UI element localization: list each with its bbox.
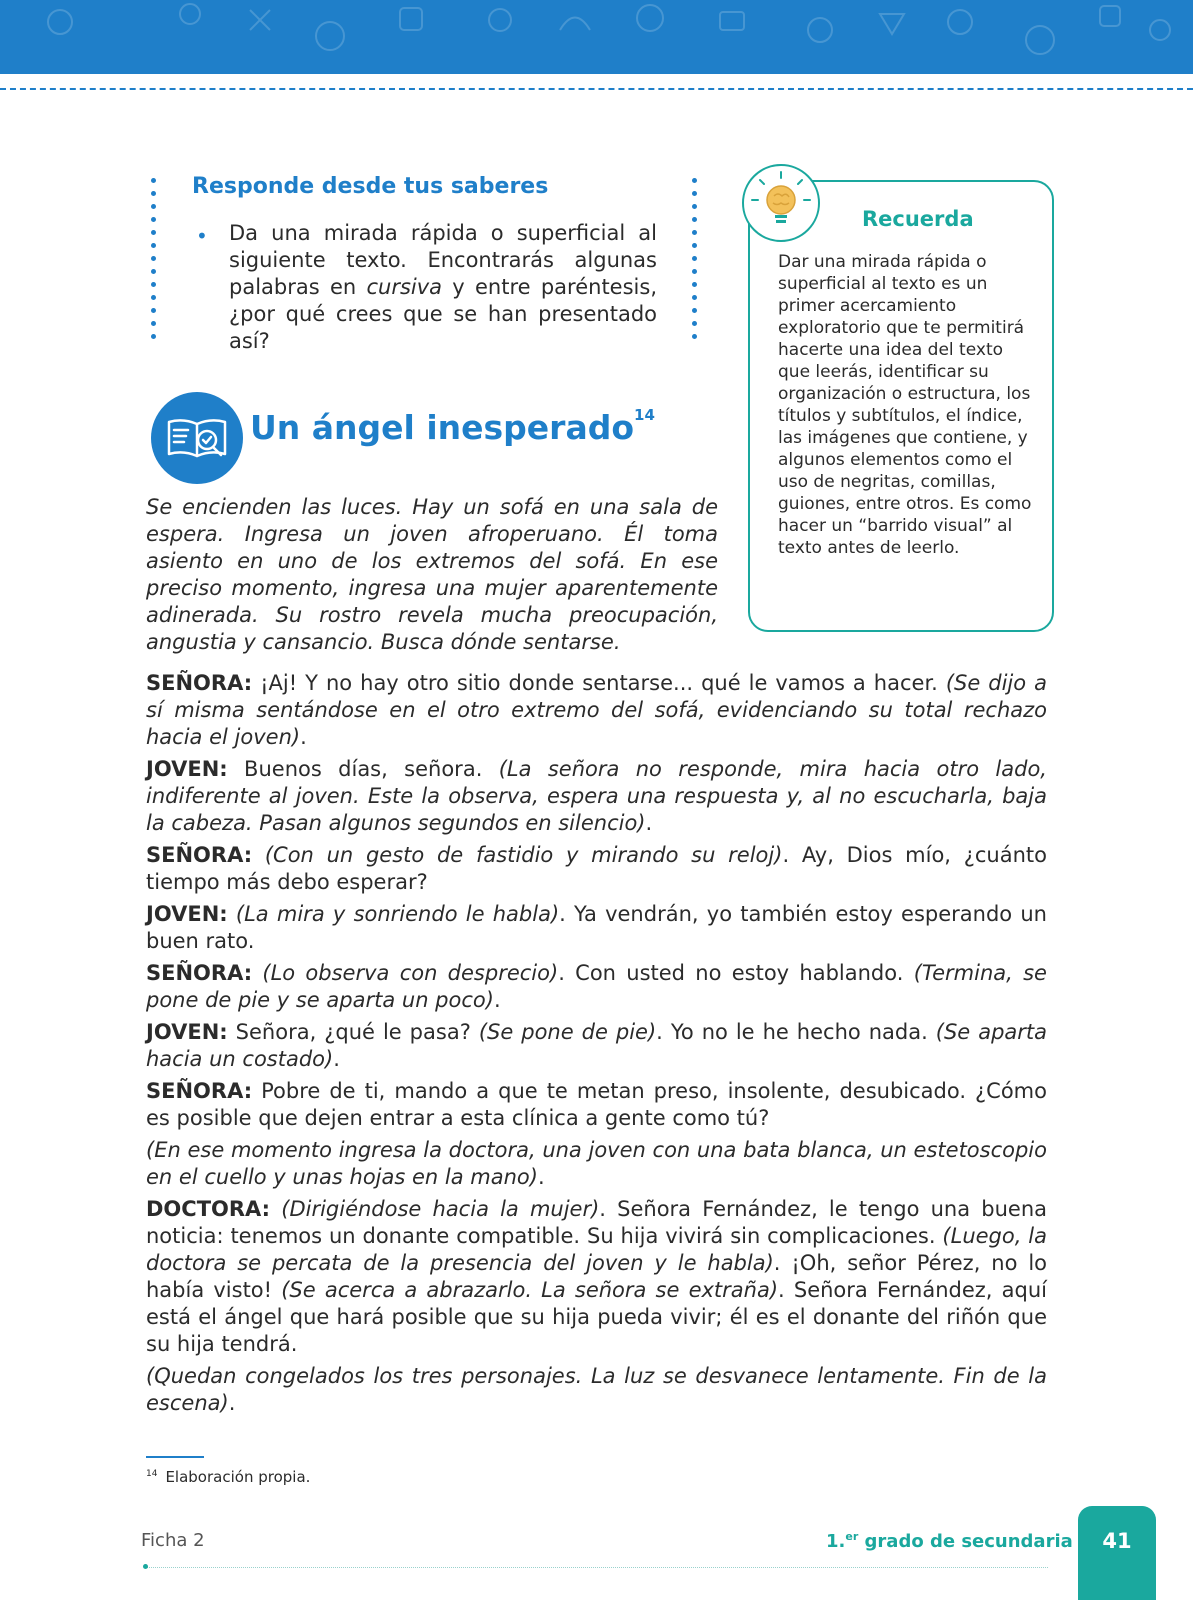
footer-ficha: Ficha 2 bbox=[141, 1530, 205, 1551]
header-dashed-divider bbox=[0, 88, 1193, 90]
dotted-border-left bbox=[151, 178, 157, 347]
dialogue-line: SEÑORA: Pobre de ti, mando a que te metan preso, insolente, desubicado. ¿Cómo es posible que dejen entrar a esta clínica a gente como tú? bbox=[146, 1079, 1047, 1130]
dotted-border-right bbox=[692, 178, 698, 347]
recuerda-title: Recuerda bbox=[862, 207, 974, 231]
footnote: $^{14}$ Elaboración propia. bbox=[146, 1468, 311, 1486]
footer-dotted-line bbox=[146, 1567, 1048, 1568]
dialogue-line: JOVEN: (La mira y sonriendo le habla). Ya vendrán, yo también estoy esperando un buen rato. bbox=[146, 902, 1047, 953]
dialogue-line: DOCTORA: (Dirigiéndose hacia la mujer). Señora Fernández, le tengo una buena noticia: tenemos un donante compatible. Su hija vivirá sin complicaciones. (Luego, la doctora se percata de la presencia del joven y le habla). ¡Oh, señor Pérez, no lo había visto! (Se acerca a abrazarlo. La señora se extraña). Señora Fernández, aquí está el ángel que hará posible que su hija pueda vivir; él es el donante del riñón que su hija tendrá. bbox=[146, 1197, 1047, 1356]
responde-title: Responde desde tus saberes bbox=[192, 174, 549, 199]
intro-paragraph: Se encienden las luces. Hay un sofá en una sala de espera. Ingresa un joven afroperuano. Él toma asiento en uno de los extremos del sofá. En ese preciso momento, ingresa una mujer aparentemente adinerada. Su rostro revela mucha preocupación, angustia y cansancio. Busca dónde sentarse. bbox=[146, 495, 718, 654]
banner-pattern bbox=[0, 0, 1193, 74]
story-title: Un ángel inesperado$^{14}$ bbox=[250, 406, 655, 447]
dialogue-line: SEÑORA: (Con un gesto de fastidio y mirando su reloj). Ay, Dios mío, ¿cuánto tiempo más debo esperar? bbox=[146, 843, 1047, 894]
bullet-icon: • bbox=[196, 224, 208, 248]
lightbulb-brain-icon bbox=[742, 164, 820, 242]
dialogue-line: SEÑORA: ¡Aj! Y no hay otro sitio donde sentarse... qué le vamos a hacer. (Se dijo a sí misma sentándose en el otro extremo del sofá, evidenciando su total rechazo hacia el joven). bbox=[146, 671, 1047, 749]
stage-direction: (En ese momento ingresa la doctora, una joven con una bata blanca, un estetoscopio en el cuello y unas hojas en la mano). bbox=[146, 1138, 1047, 1189]
footer-dot bbox=[143, 1564, 148, 1569]
page-number-tab bbox=[1078, 1506, 1156, 1600]
dialogue-line: JOVEN: Señora, ¿qué le pasa? (Se pone de pie). Yo no le he hecho nada. (Se aparta hacia un costado). bbox=[146, 1020, 1048, 1071]
footnote-rule bbox=[146, 1456, 204, 1458]
book-magnifier-icon bbox=[151, 392, 243, 484]
title-footnote-mark: 14 bbox=[634, 406, 655, 424]
stage-direction: (Quedan congelados los tres personajes. La luz se desvanece lentamente. Fin de la escena). bbox=[146, 1364, 1047, 1415]
dialogue-line: SEÑORA: (Lo observa con desprecio). Con usted no estoy hablando. (Termina, se pone de pie y se aparta un poco). bbox=[146, 961, 1047, 1012]
footer-grade: 1.$^{er}$ grado de secundaria bbox=[826, 1530, 1073, 1552]
recuerda-text: Dar una mirada rápida o superficial al texto es un primer acercamiento exploratorio que te permitirá hacerte una idea del texto que leerás, identificar su organización o estructura, los títulos y subtítulos, el índice, las imágenes que contiene, y algunos elementos como el uso de negritas, comillas, guiones, entre otros. Es como hacer un “barrido visual” al texto antes de leerlo. bbox=[778, 252, 1032, 558]
header-banner bbox=[0, 0, 1193, 74]
responde-question: Da una mirada rápida o superficial al siguiente texto. Encontrarás algunas palabras en cursiva y entre paréntesis, ¿por qué crees que se han presentado así? bbox=[229, 221, 657, 353]
dialogue-line: JOVEN: Buenos días, señora. (La señora no responde, mira hacia otro lado, indiferente al joven. Este la observa, espera una respuesta y, al no escucharla, baja la cabeza. Pasan algunos segundos en silencio). bbox=[146, 757, 1047, 835]
page-number: 41 bbox=[1102, 1529, 1132, 1553]
dialogue bbox=[146, 670, 1047, 1422]
